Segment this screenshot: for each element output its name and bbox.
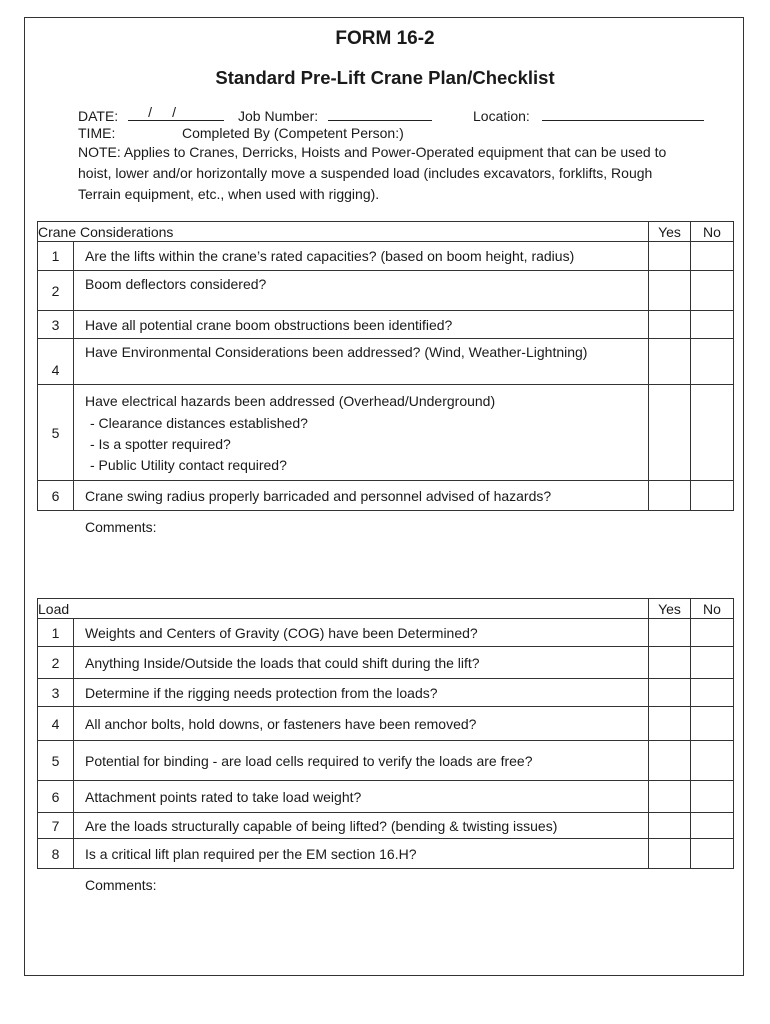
yes-checkbox[interactable] (649, 813, 691, 839)
question-cell (74, 385, 649, 481)
table-row (38, 813, 734, 839)
table-row (38, 339, 734, 385)
table-row (38, 707, 734, 741)
yes-checkbox[interactable] (649, 619, 691, 647)
no-checkbox[interactable] (691, 619, 734, 647)
location-field[interactable] (542, 106, 704, 121)
item-number: 3 (38, 311, 74, 339)
item-number: 2 (38, 271, 74, 311)
item-number: 4 (38, 339, 74, 385)
yes-checkbox[interactable] (649, 647, 691, 679)
item-number: 2 (38, 647, 74, 679)
load-comments-label: Comments: (85, 877, 157, 893)
item-number: 4 (38, 707, 74, 741)
item-number: 1 (38, 619, 74, 647)
table-row (38, 839, 734, 869)
no-checkbox[interactable] (691, 271, 734, 311)
crane-header-row (38, 222, 734, 242)
question-text: Are the lifts within the crane’s rated capacities? (based on boom height, radius) (74, 242, 649, 271)
job-number-field[interactable] (328, 106, 432, 121)
no-checkbox[interactable] (691, 242, 734, 271)
form-number: FORM 16-2 (335, 28, 435, 49)
no-checkbox[interactable] (691, 647, 734, 679)
crane-no-header: No (691, 222, 734, 242)
time-label: TIME: (78, 125, 116, 141)
no-checkbox[interactable] (691, 839, 734, 869)
crane-comments-label: Comments: (85, 519, 157, 535)
yes-checkbox[interactable] (649, 339, 691, 385)
table-row (38, 481, 734, 511)
no-checkbox[interactable] (691, 813, 734, 839)
yes-checkbox[interactable] (649, 271, 691, 311)
yes-checkbox[interactable] (649, 679, 691, 707)
table-row (38, 781, 734, 813)
no-checkbox[interactable] (691, 481, 734, 511)
job-number-row (238, 106, 432, 124)
question-text: Determine if the rigging needs protection from the loads? (74, 679, 649, 707)
yes-checkbox[interactable] (649, 481, 691, 511)
no-checkbox[interactable] (691, 339, 734, 385)
table-row (38, 385, 734, 481)
date-field-row (78, 106, 224, 124)
question-text: Have electrical hazards been addressed (Overhead/Underground) (85, 392, 496, 409)
table-row (38, 619, 734, 647)
date-label: DATE: (78, 108, 119, 124)
yes-checkbox[interactable] (649, 741, 691, 781)
no-checkbox[interactable] (691, 679, 734, 707)
question-text: Attachment points rated to take load weight? (74, 781, 649, 813)
no-checkbox[interactable] (691, 385, 734, 481)
table-row (38, 242, 734, 271)
question-text: Boom deflectors considered? (74, 271, 649, 311)
table-row (38, 311, 734, 339)
sub-question: - Public Utility contact required? (90, 456, 287, 473)
question-text: Have all potential crane boom obstructions been identified? (74, 311, 649, 339)
date-field[interactable] (128, 106, 224, 121)
question-text: Are the loads structurally capable of being lifted? (bending & twisting issues) (74, 813, 649, 839)
load-no-header: No (691, 599, 734, 619)
yes-checkbox[interactable] (649, 242, 691, 271)
item-number: 1 (38, 242, 74, 271)
item-number: 8 (38, 839, 74, 869)
question-text: Weights and Centers of Gravity (COG) have been Determined? (74, 619, 649, 647)
table-row (38, 647, 734, 679)
date-slash-2: / (172, 104, 176, 120)
item-number: 3 (38, 679, 74, 707)
form-title: Standard Pre-Lift Crane Plan/Checklist (215, 67, 555, 88)
no-checkbox[interactable] (691, 311, 734, 339)
question-text: Have Environmental Considerations been addressed? (Wind, Weather-Lightning) (74, 339, 649, 385)
yes-checkbox[interactable] (649, 385, 691, 481)
crane-section-header: Crane Considerations (38, 222, 649, 242)
crane-yes-header: Yes (649, 222, 691, 242)
location-row (473, 106, 704, 124)
load-header-row (38, 599, 734, 619)
table-row (38, 271, 734, 311)
question-text: All anchor bolts, hold downs, or fasteners have been removed? (74, 707, 649, 741)
item-number: 6 (38, 781, 74, 813)
load-section-header: Load (38, 599, 649, 619)
note-text: NOTE: Applies to Cranes, Derricks, Hoists and Power-Operated equipment that can be used to hoist, lower and/or horizontally move a suspended load (includes excavators, forklifts, Rough Terrain equipment, etc., when used with rigging). (78, 144, 667, 202)
no-checkbox[interactable] (691, 741, 734, 781)
load-yes-header: Yes (649, 599, 691, 619)
job-number-label: Job Number: (238, 108, 319, 124)
completed-by-label: Completed By (Competent Person:) (182, 125, 404, 141)
table-row (38, 741, 734, 781)
no-checkbox[interactable] (691, 707, 734, 741)
sub-question: - Is a spotter required? (90, 435, 231, 452)
yes-checkbox[interactable] (649, 781, 691, 813)
location-label: Location: (473, 108, 530, 124)
no-checkbox[interactable] (691, 781, 734, 813)
question-text: Is a critical lift plan required per the EM section 16.H? (74, 839, 649, 869)
date-slash-1: / (148, 104, 152, 120)
question-text: Crane swing radius properly barricaded and personnel advised of hazards? (74, 481, 649, 511)
item-number: 7 (38, 813, 74, 839)
question-text: Potential for binding - are load cells required to verify the loads are free? (74, 741, 649, 781)
yes-checkbox[interactable] (649, 311, 691, 339)
yes-checkbox[interactable] (649, 707, 691, 741)
item-number: 5 (38, 741, 74, 781)
load-table (37, 598, 734, 869)
table-row (38, 679, 734, 707)
crane-considerations-table (37, 221, 734, 511)
question-text: Anything Inside/Outside the loads that could shift during the lift? (74, 647, 649, 679)
item-number: 6 (38, 481, 74, 511)
yes-checkbox[interactable] (649, 839, 691, 869)
item-number: 5 (38, 385, 74, 481)
sub-question: - Clearance distances established? (90, 414, 308, 431)
